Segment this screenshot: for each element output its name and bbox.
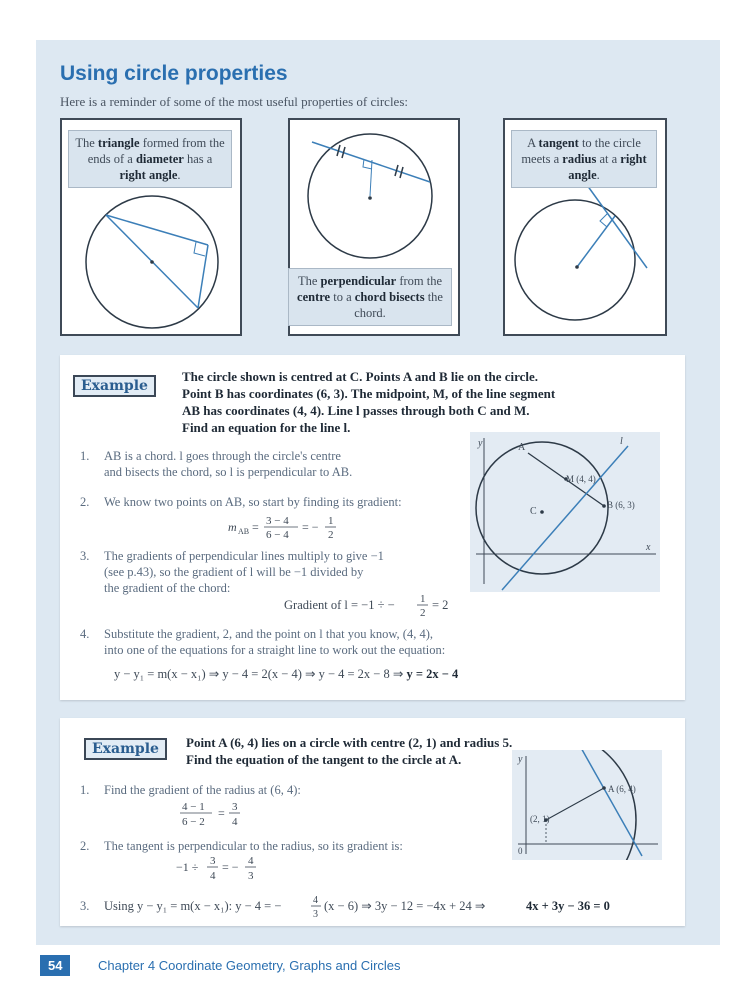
- svg-text:−1 ÷: −1 ÷: [176, 860, 199, 874]
- svg-text:y: y: [518, 754, 523, 765]
- svg-text:Gradient of l = −1 ÷ −: Gradient of l = −1 ÷ −: [284, 598, 395, 612]
- svg-text:2: 2: [420, 607, 426, 619]
- svg-text:(x − 6) ⇒ 3y − 12 = −4x + 24: (x − 6) ⇒ 3y − 12 = −4x + 24 ⇒: [324, 899, 486, 913]
- page-number: 54: [40, 955, 70, 976]
- section-title: Using circle properties: [60, 62, 288, 85]
- svg-text:2: 2: [328, 529, 334, 541]
- svg-text:C: C: [530, 506, 537, 517]
- svg-text:3: 3: [248, 870, 254, 882]
- svg-text:3: 3: [232, 801, 238, 813]
- svg-text:A: A: [518, 442, 526, 453]
- example-badge-1: Example: [73, 375, 156, 397]
- example-1-graph: [470, 432, 660, 592]
- svg-text:A (6, 4): A (6, 4): [608, 784, 636, 794]
- example-2-step-1: 1. Find the gradient of the radius at (6, 4):: [80, 783, 301, 797]
- svg-text:4: 4: [232, 816, 238, 828]
- example-2-question: Point A (6, 4) lies on a circle with centre (2, 1) and radius 5. Find the equation of the tangent to the circle at A.: [186, 735, 513, 767]
- svg-text:(2, 1): (2, 1): [530, 814, 550, 824]
- example-2-graph: [512, 750, 662, 860]
- example-1-step-1: 1. AB is a chord. l goes through the circle's centre and bisects the chord, so l is perpendicular to AB.: [80, 449, 353, 479]
- svg-text:4: 4: [313, 895, 318, 906]
- svg-text:4x + 3y − 36 = 0: 4x + 3y − 36 = 0: [526, 899, 610, 913]
- svg-text:4 − 1: 4 − 1: [182, 801, 205, 813]
- svg-text:4: 4: [210, 870, 216, 882]
- svg-text:4: 4: [248, 855, 254, 867]
- property-note-triangle: The triangle formed from the ends of a diameter has a right angle.: [68, 130, 232, 188]
- svg-text:= −: = −: [302, 520, 319, 534]
- svg-text:m: m: [228, 520, 237, 534]
- svg-text:3: 3: [313, 909, 318, 920]
- svg-text:M (4, 4): M (4, 4): [566, 474, 596, 484]
- svg-text:3 − 4: 3 − 4: [266, 515, 289, 527]
- property-note-tangent: A tangent to the circle meets a radius at a right angle.: [511, 130, 657, 188]
- example-1-final-equation: y − y₁ = m(x − x₁) ⇒ y − 4 = 2(x − 4) ⇒ y − 4 = 2x − 8 ⇒ y = 2x − 4: [114, 667, 459, 681]
- example-badge-2: Example: [84, 738, 167, 760]
- svg-text:= 2: = 2: [432, 598, 449, 612]
- example-2-step-2: 2. The tangent is perpendicular to the radius, so its gradient is:: [80, 839, 403, 853]
- example-2-step-3: [80, 892, 650, 926]
- chapter-title: Chapter 4 Coordinate Geometry, Graphs and Circles: [98, 958, 401, 973]
- svg-text:Using y − y₁ = m(x − x₁): y −: Using y − y₁ = m(x − x₁): y − 4 = −: [104, 899, 282, 913]
- svg-text:3.: 3.: [80, 899, 90, 913]
- svg-text:= −: = −: [222, 860, 239, 874]
- svg-text:3: 3: [210, 855, 216, 867]
- svg-text:=: =: [252, 520, 259, 534]
- svg-text:AB: AB: [238, 527, 250, 536]
- svg-text:0: 0: [518, 846, 523, 856]
- example-1-step-4: 4. Substitute the gradient, 2, and the point on l that you know, (4, 4), into one of the equations for a straight line to work out the equation:: [80, 627, 446, 657]
- example-1-step-2: 2. We know two points on AB, so start by finding its gradient:: [80, 495, 402, 509]
- svg-text:6 − 2: 6 − 2: [182, 816, 205, 828]
- svg-text:B (6, 3): B (6, 3): [607, 500, 635, 510]
- example-1-gradient-ab: [228, 512, 368, 546]
- svg-text:x: x: [646, 542, 651, 553]
- svg-text:l: l: [620, 436, 623, 447]
- example-2-gradient-radius: [180, 798, 270, 834]
- svg-text:=: =: [218, 806, 225, 820]
- example-2-gradient-tangent: [176, 852, 276, 888]
- property-note-chord: The perpendicular from the centre to a chord bisects the chord.: [288, 268, 452, 326]
- example-1-step-3: 3. The gradients of perpendicular lines multiply to give −1 (see p.43), so the gradient of l will be −1 divided by the gradient of the chord:: [80, 549, 384, 595]
- example-1-question: The circle shown is centred at C. Points A and B lie on the circle. Point B has coordinates (6, 3). The midpoint, M, of the line segment AB has coordinates (4, 4). Line l passes through both C and M. Find an equation for the line l.: [182, 369, 556, 435]
- example-1-gradient-l: [284, 590, 464, 624]
- svg-text:y: y: [478, 438, 483, 449]
- svg-text:6 − 4: 6 − 4: [266, 529, 289, 541]
- svg-text:1: 1: [420, 593, 426, 605]
- intro-text: Here is a reminder of some of the most useful properties of circles:: [60, 94, 408, 109]
- svg-text:1: 1: [328, 515, 334, 527]
